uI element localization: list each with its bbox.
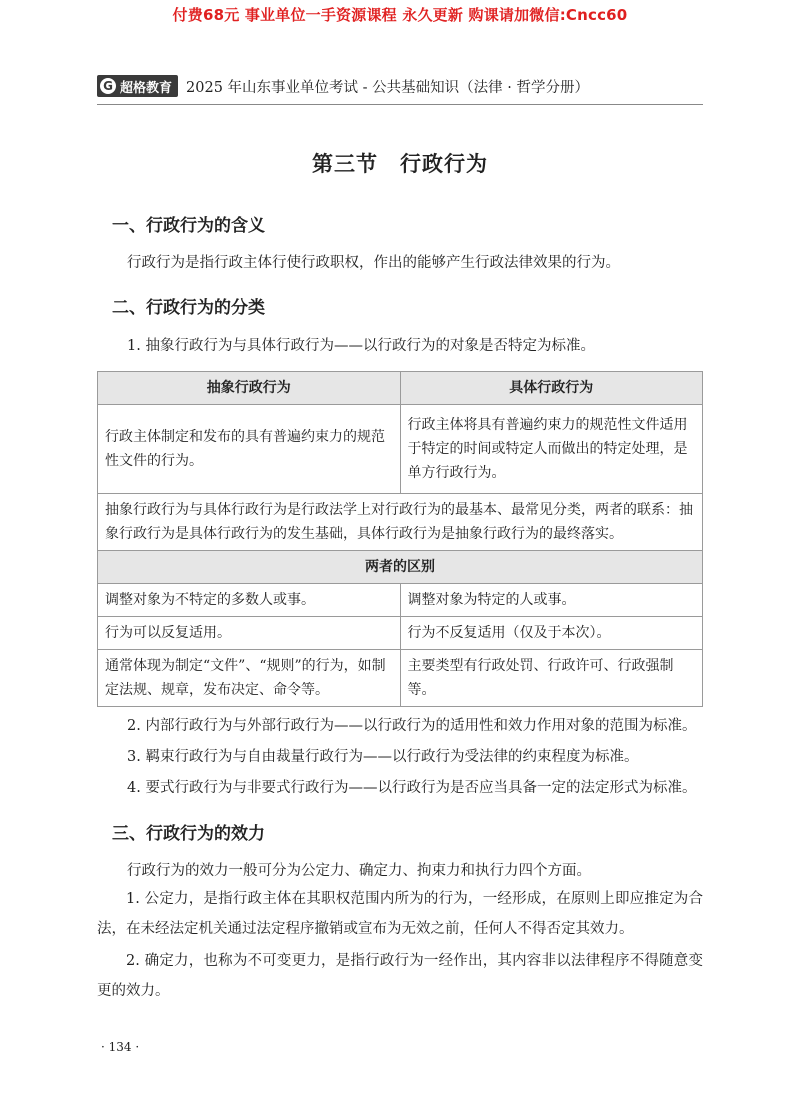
table-header-differences: 两者的区别	[98, 551, 703, 584]
publisher-logo	[97, 75, 178, 97]
table-cell: 主要类型有行政处罚、行政许可、行政强制等。	[400, 650, 703, 707]
watermark-banner: 付费68元 事业单位一手资源课程 永久更新 购课请加微信:Cncc60	[172, 6, 628, 24]
classification-item-3: 3. 羁束行政行为与自由裁量行政行为——以行政行为受法律的约束程度为标准。	[127, 749, 639, 765]
table-row	[98, 584, 703, 617]
effect-item-2: 2. 确定力，也称为不可变更力，是指行政行为一经作出，其内容非以法律程序不得随意变更的效力。	[97, 953, 703, 999]
table-header-abstract: 抽象行政行为	[98, 372, 401, 405]
effect-intro: 行政行为的效力一般可分为公定力、确定力、拘束力和执行力四个方面。	[127, 863, 591, 879]
table-cell: 通常体现为制定“文件”、“规则”的行为，如制定法规、规章，发布决定、命令等。	[98, 650, 401, 707]
page-number: · 134 ·	[101, 1040, 140, 1054]
effect-item-1: 1. 公定力，是指行政主体在其职权范围内所为的行为，一经形成，在原则上即应推定为合法，在未经法定机关通过法定程序撤销或宣布为无效之前，任何人不得否定其效力。	[97, 891, 703, 937]
classification-item-1: 1. 抽象行政行为与具体行政行为——以行政行为的对象是否特定为标准。	[127, 338, 595, 354]
page-header	[97, 74, 589, 98]
section-title: 第三节 行政行为	[312, 151, 488, 176]
table-cell-relation: 抽象行政行为与具体行政行为是行政法学上对行政行为的最基本、最常见分类，两者的联系：抽象行政行为是具体行政行为的发生基础，具体行政行为是抽象行政行为的最终落实。	[98, 494, 703, 551]
table-header-specific: 具体行政行为	[400, 372, 703, 405]
header-divider	[97, 104, 703, 105]
table-cell: 行为不反复适用（仅及于本次）。	[400, 617, 703, 650]
classification-item-2: 2. 内部行政行为与外部行政行为——以行政行为的适用性和效力作用对象的范围为标准。	[127, 718, 697, 734]
comparison-table	[97, 371, 703, 707]
header-title: 2025 年山东事业单位考试 - 公共基础知识（法律 · 哲学分册）	[186, 79, 589, 96]
logo-g-icon: G	[100, 78, 116, 94]
logo-text: 超格教育	[120, 80, 173, 96]
table-row	[98, 617, 703, 650]
table-cell: 调整对象为不特定的多数人或事。	[98, 584, 401, 617]
table-cell-abstract-definition: 行政主体制定和发布的具有普遍约束力的规范性文件的行为。	[98, 405, 401, 494]
table-row	[98, 650, 703, 707]
heading-effect: 三、行政行为的效力	[112, 824, 265, 844]
table-cell: 调整对象为特定的人或事。	[400, 584, 703, 617]
table-cell: 行为可以反复适用。	[98, 617, 401, 650]
meaning-text: 行政行为是指行政主体行使行政职权，作出的能够产生行政法律效果的行为。	[127, 255, 620, 271]
heading-meaning: 一、行政行为的含义	[112, 216, 265, 236]
classification-item-4: 4. 要式行政行为与非要式行政行为——以行政行为是否应当具备一定的法定形式为标准。	[127, 780, 697, 796]
heading-classification: 二、行政行为的分类	[112, 298, 265, 318]
table-cell-specific-definition: 行政主体将具有普遍约束力的规范性文件适用于特定的时间或特定人而做出的特定处理，是单方行政行为。	[400, 405, 703, 494]
